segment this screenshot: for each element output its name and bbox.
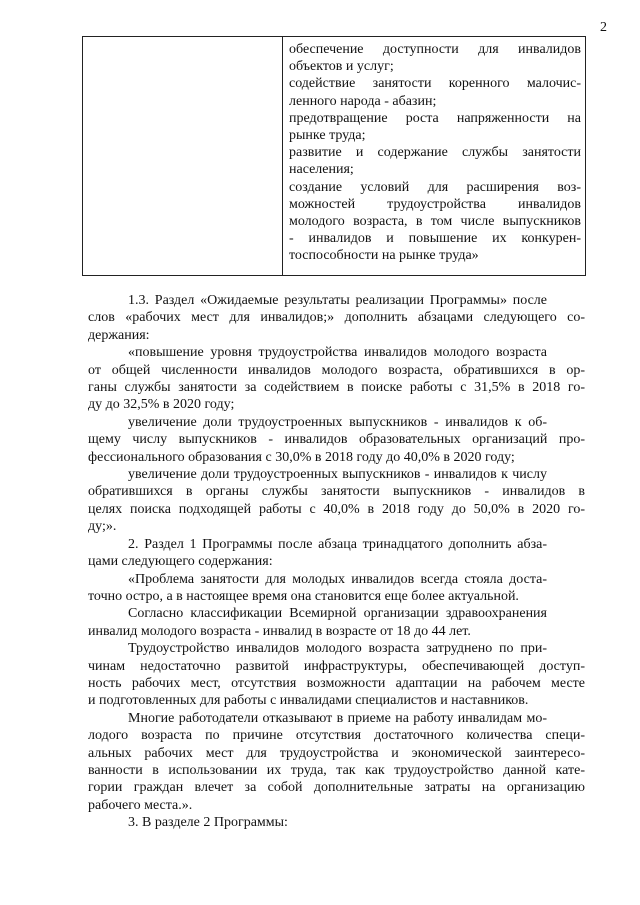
- table-line: ленного народа - абазин;: [289, 93, 437, 109]
- paragraph-line: ванности в использовании их труда, так как трудоустройство данной кате-: [88, 762, 585, 778]
- page-number: 2: [600, 20, 607, 35]
- paragraph-line: Трудоустройство инвалидов молодого возраста затруднено по при-: [128, 641, 547, 657]
- paragraph: [90, 414, 585, 466]
- paragraph-line: слов «рабочих мест для инвалидов;» дополнить абзацами следующего со-: [88, 310, 585, 326]
- paragraph-line: ду до 32,5% в 2020 году;: [88, 397, 235, 413]
- table-line: тоспособности на рынке труда»: [289, 248, 479, 264]
- paragraph-line: лодого возраста по причине отсутствия достаточного количества специ-: [88, 728, 585, 744]
- paragraph-line: альных рабочих мест для трудоустройства и экономической заинтересо-: [88, 745, 585, 761]
- paragraph-line: Согласно классификации Всемирной организации здравоохранения: [128, 606, 547, 622]
- table-line: развитие и содержание службы занятости: [289, 145, 581, 161]
- paragraph-line: ганы службы занятости за содействием в поиске работы с 31,5% в 2018 го-: [88, 380, 585, 396]
- table-right-cell: [289, 41, 581, 265]
- table-line: рынке труда;: [289, 128, 366, 144]
- paragraph: [90, 814, 585, 831]
- table-line: молодого возраста, в том числе выпускников: [289, 214, 581, 230]
- table-line: объектов и услуг;: [289, 59, 394, 75]
- paragraph-line: инвалид молодого возраста - инвалид в возрасте от 18 до 44 лет.: [88, 623, 471, 639]
- paragraph-line: 2. Раздел 1 Программы после абзаца тринадцатого дополнить абза-: [128, 536, 547, 552]
- paragraph-line: целях поиска подходящей работы с 40,0% в 2018 году до 50,0% в 2020 го-: [88, 501, 585, 517]
- paragraph-line: увеличение доли трудоустроенных выпускников - инвалидов к об-: [128, 414, 547, 430]
- paragraph-line: увеличение доли трудоустроенных выпускников - инвалидов к числу: [128, 467, 547, 483]
- table-column-divider: [282, 37, 283, 275]
- paragraph: [90, 605, 585, 640]
- table-line: - инвалидов и повышение их конкурен-: [289, 231, 581, 247]
- paragraph-line: фессионального образования с 30,0% в 2018 году до 40,0% в 2020 году;: [88, 449, 515, 465]
- paragraph: [90, 536, 585, 571]
- paragraph-line: цами следующего содержания:: [88, 554, 273, 570]
- paragraph: [90, 292, 585, 344]
- paragraph-line: «Проблема занятости для молодых инвалидов всегда стояла доста-: [128, 571, 547, 587]
- paragraph: [90, 571, 585, 606]
- paragraph-line: 1.3. Раздел «Ожидаемые результаты реализации Программы» после: [128, 293, 547, 308]
- paragraph: [90, 344, 585, 414]
- paragraph: [90, 640, 585, 710]
- paragraph-line: 3. В разделе 2 Программы:: [128, 815, 288, 831]
- paragraph-line: гории граждан влечет за собой дополнительные затраты на организацию: [88, 780, 585, 796]
- paragraph: [90, 466, 585, 536]
- paragraph-line: ду;».: [88, 519, 117, 535]
- paragraph-line: рабочего места.».: [88, 797, 193, 813]
- document-body: [90, 292, 585, 832]
- paragraph-line: от общей численности инвалидов молодого возраста, обратившихся в ор-: [88, 362, 585, 378]
- paragraph-line: «повышение уровня трудоустройства инвалидов молодого возраста: [128, 345, 547, 361]
- table-line: можностей трудоустройства инвалидов: [289, 196, 581, 212]
- paragraph-line: держания:: [88, 327, 150, 343]
- paragraph-line: точно остро, а в настоящее время она становится еще более актуальной.: [88, 588, 519, 604]
- paragraph-line: обратившихся в органы службы занятости выпускников - инвалидов в: [88, 484, 585, 500]
- paragraph-line: щему числу выпускников - инвалидов образовательных организаций про-: [88, 432, 585, 448]
- paragraph-line: чинам недостаточно развитой инфраструктуры, обеспечивающей доступ-: [88, 658, 585, 674]
- table-line: обеспечение доступности для инвалидов: [289, 42, 581, 57]
- table-line: содействие занятости коренного малочис-: [289, 76, 581, 92]
- paragraph: [90, 710, 585, 814]
- paragraph-line: Многие работодатели отказывают в приеме на работу инвалидам мо-: [128, 710, 547, 726]
- table-line: населения;: [289, 162, 354, 178]
- program-table: [82, 36, 586, 276]
- paragraph-line: и подготовленных для работы с инвалидами специалистов и наставников.: [88, 693, 529, 709]
- table-line: предотвращение роста напряженности на: [289, 110, 581, 126]
- table-line: создание условий для расширения воз-: [289, 179, 581, 195]
- paragraph-line: ность рабочих мест, отсутствия возможности адаптации на рабочем месте: [88, 675, 585, 691]
